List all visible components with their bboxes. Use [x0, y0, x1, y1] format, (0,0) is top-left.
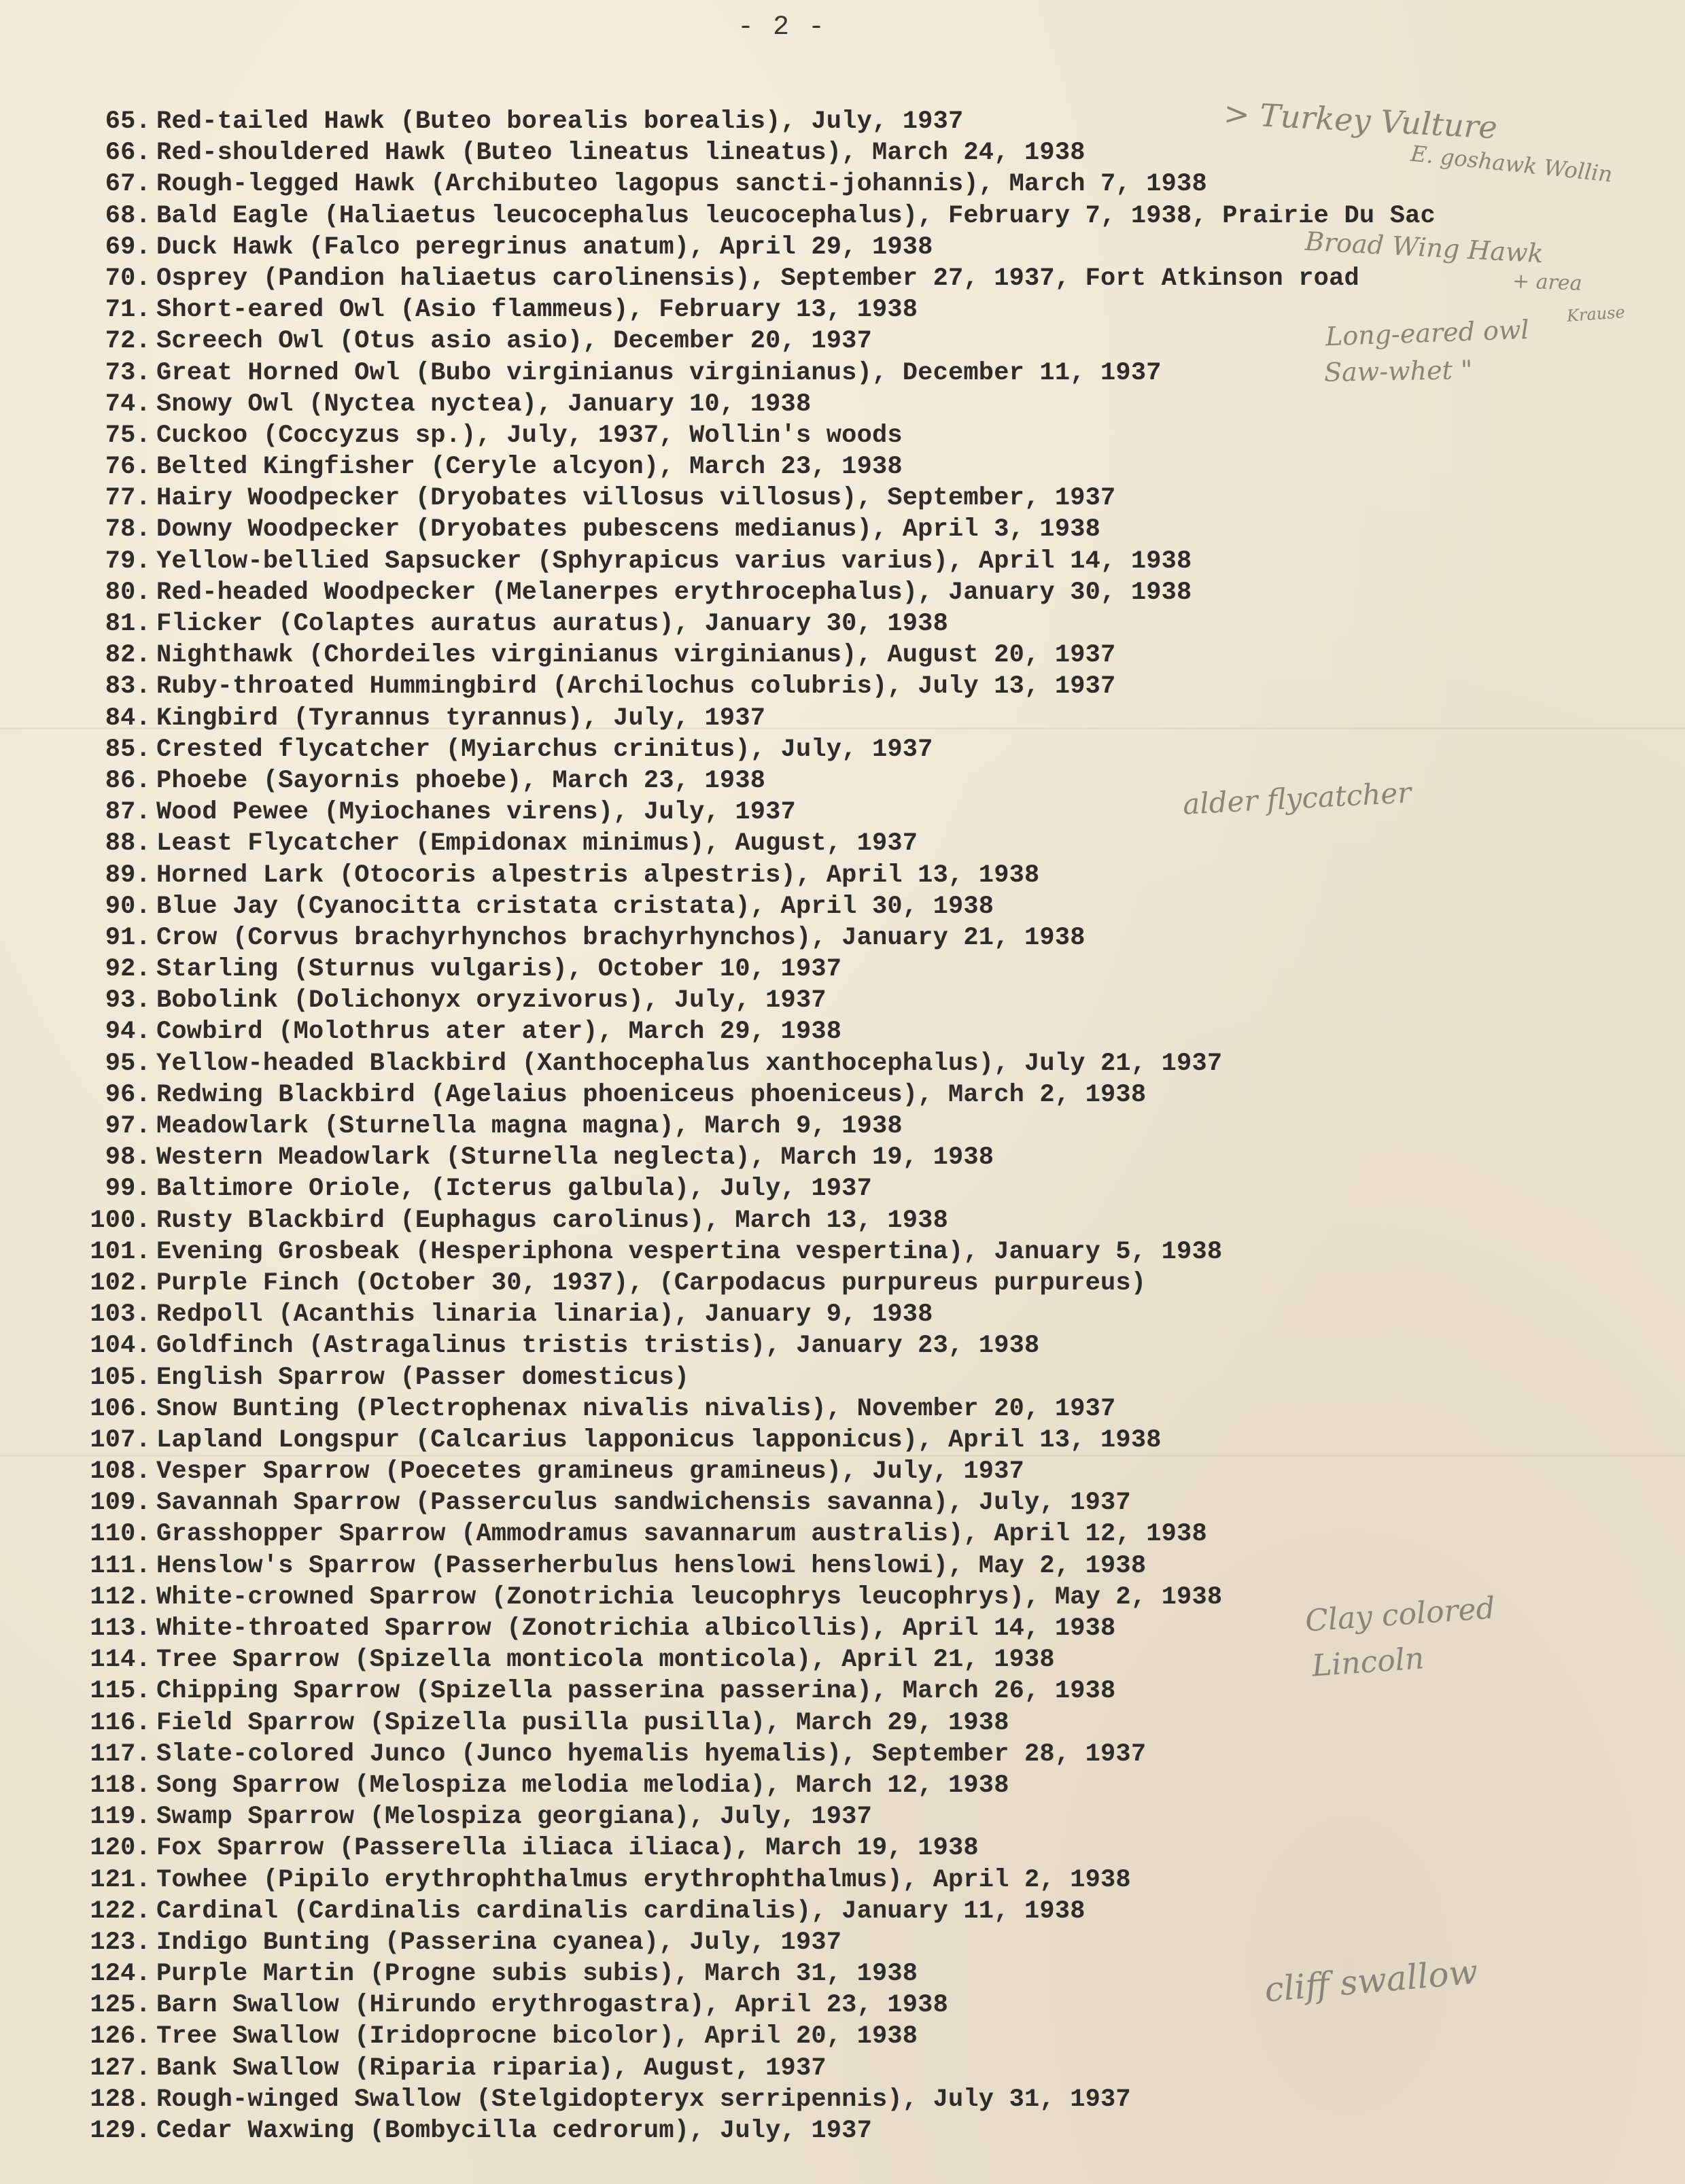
entry-number: 67. — [105, 170, 151, 199]
list-item — [68, 420, 1436, 451]
entry-number: 127. — [90, 2053, 151, 2083]
entry-number: 110. — [90, 1520, 151, 1549]
list-item — [68, 1299, 1436, 1330]
list-item — [68, 734, 1436, 765]
note-cliff-swallow: cliff swallow — [1263, 1952, 1480, 2010]
note-turkey-vulture: > Turkey Vulture — [1222, 94, 1499, 146]
entry-text: Cowbird (Molothrus ater ater), March 29, 1938 — [156, 1018, 842, 1047]
entry-number: 73. — [105, 358, 151, 387]
entry-number: 71. — [105, 296, 151, 325]
entry-number: 125. — [90, 1991, 151, 2020]
entry-text: Short-eared Owl (Asio flammeus), February 13, 1938 — [156, 296, 918, 325]
list-item — [68, 891, 1436, 922]
note-broad-wing-hawk: Broad Wing Hawk — [1304, 226, 1544, 269]
note-alder-flycatcher: alder flycatcher — [1181, 776, 1412, 821]
list-item — [68, 1582, 1436, 1613]
entry-text: Rusty Blackbird (Euphagus carolinus), March 13, 1938 — [156, 1206, 948, 1235]
entry-text: Vesper Sparrow (Poecetes gramineus gramineus), July, 1937 — [156, 1457, 1025, 1487]
list-item — [68, 671, 1436, 702]
list-item — [68, 1770, 1436, 1801]
list-item — [68, 1111, 1436, 1142]
entry-text: Swamp Sparrow (Melospiza georgiana), July, 1937 — [156, 1803, 872, 1832]
entry-text: Screech Owl (Otus asio asio), December 20, 1937 — [156, 327, 872, 356]
entry-text: Song Sparrow (Melospiza melodia melodia), March 12, 1938 — [156, 1771, 1009, 1800]
entry-text: Rough-legged Hawk (Archibuteo lagopus sancti-johannis), March 7, 1938 — [156, 170, 1207, 199]
entry-text: Blue Jay (Cyanocitta cristata cristata), April 30, 1938 — [156, 892, 994, 921]
list-item — [68, 1865, 1436, 1896]
entry-number: 99. — [105, 1175, 151, 1204]
entry-text: Fox Sparrow (Passerella iliaca iliaca), March 19, 1938 — [156, 1834, 979, 1863]
entry-text: Phoebe (Sayornis phoebe), March 23, 1938 — [156, 766, 766, 795]
entry-text: Kingbird (Tyrannus tyrannus), July, 1937 — [156, 704, 766, 733]
entry-number: 94. — [105, 1018, 151, 1047]
list-item — [68, 1079, 1436, 1111]
entry-text: White-throated Sparrow (Zonotrichia albicollis), April 14, 1938 — [156, 1614, 1116, 1643]
list-item — [68, 2115, 1436, 2147]
note-clay-colored: Clay colored — [1304, 1591, 1497, 1639]
list-item — [68, 169, 1436, 200]
list-item — [68, 1519, 1436, 1550]
entry-number: 106. — [90, 1394, 151, 1423]
entry-number: 112. — [90, 1582, 151, 1612]
entry-number: 72. — [105, 327, 151, 356]
entry-text: Yellow-headed Blackbird (Xanthocephalus xanthocephalus), July 21, 1937 — [156, 1049, 1223, 1078]
list-item — [68, 1456, 1436, 1487]
list-item — [68, 1236, 1436, 1268]
entry-number: 66. — [105, 139, 151, 168]
note-broad-wing-area: + area — [1512, 269, 1583, 296]
list-item — [68, 1048, 1436, 1079]
entry-text: Cuckoo (Coccyzus sp.), July, 1937, Wollin's woods — [156, 421, 903, 450]
entry-text: Cedar Waxwing (Bombycilla cedrorum), July, 1937 — [156, 2117, 872, 2145]
entry-text: Crested flycatcher (Myiarchus crinitus), July, 1937 — [156, 735, 933, 764]
entry-text: Goldfinch (Astragalinus tristis tristis), January 23, 1938 — [156, 1332, 1040, 1361]
entry-text: Flicker (Colaptes auratus auratus), January 30, 1938 — [156, 610, 948, 638]
entry-text: Osprey (Pandion haliaetus carolinensis), September 27, 1937, Fort Atkinson road — [156, 264, 1359, 293]
note-long-eared-owl: Long-eared owl — [1325, 314, 1530, 352]
list-item — [68, 860, 1436, 891]
list-item — [68, 2021, 1436, 2052]
entry-text: Redpoll (Acanthis linaria linaria), January 9, 1938 — [156, 1300, 933, 1330]
entry-number: 79. — [105, 547, 151, 576]
entry-number: 114. — [90, 1646, 151, 1675]
entry-number: 109. — [90, 1489, 151, 1518]
list-item — [68, 2084, 1436, 2115]
entry-number: 90. — [105, 892, 151, 921]
entry-number: 104. — [90, 1332, 151, 1361]
entry-text: Starling (Sturnus vulgaris), October 10, 1937 — [156, 955, 842, 984]
entry-number: 86. — [105, 766, 151, 795]
entry-number: 119. — [90, 1803, 151, 1832]
list-item — [68, 922, 1436, 954]
entry-text: Horned Lark (Otocoris alpestris alpestris), April 13, 1938 — [156, 861, 1040, 890]
list-item — [68, 232, 1436, 263]
entry-number: 83. — [105, 672, 151, 701]
entry-text: Bank Swallow (Riparia riparia), August, 1937 — [156, 2053, 827, 2083]
list-item — [68, 1205, 1436, 1236]
entry-number: 128. — [90, 2085, 151, 2114]
list-item — [68, 137, 1436, 169]
list-item — [68, 1990, 1436, 2021]
entry-number: 74. — [105, 389, 151, 419]
entry-text: Nighthawk (Chordeiles virginianus virginianus), August 20, 1937 — [156, 641, 1116, 670]
entry-number: 122. — [90, 1896, 151, 1926]
entry-number: 121. — [90, 1865, 151, 1894]
entry-text: Meadowlark (Sturnella magna magna), March 9, 1938 — [156, 1112, 903, 1141]
entry-text: Purple Martin (Progne subis subis), March 31, 1938 — [156, 1960, 918, 1989]
entry-text: Snowy Owl (Nyctea nyctea), January 10, 1938 — [156, 389, 812, 419]
entry-number: 82. — [105, 641, 151, 670]
entry-number: 87. — [105, 798, 151, 827]
entry-text: Grasshopper Sparrow (Ammodramus savannarum australis), April 12, 1938 — [156, 1520, 1207, 1549]
entry-number: 116. — [90, 1708, 151, 1737]
list-item — [68, 1833, 1436, 1864]
list-item — [68, 577, 1436, 608]
entry-number: 115. — [90, 1677, 151, 1706]
entry-number: 117. — [90, 1739, 151, 1769]
note-long-eared-krause: Krause — [1566, 302, 1626, 326]
list-item — [68, 1927, 1436, 1958]
entry-text: Belted Kingfisher (Ceryle alcyon), March 23, 1938 — [156, 453, 903, 482]
entry-number: 88. — [105, 829, 151, 859]
entry-number: 102. — [90, 1268, 151, 1298]
entry-number: 93. — [105, 986, 151, 1016]
entry-number: 69. — [105, 232, 151, 262]
entry-text: Great Horned Owl (Bubo virginianus virginianus), December 11, 1937 — [156, 358, 1162, 387]
entry-text: Tree Swallow (Iridoprocne bicolor), April 20, 1938 — [156, 2022, 918, 2051]
list-item — [68, 1487, 1436, 1519]
entry-number: 85. — [105, 735, 151, 764]
entry-number: 103. — [90, 1300, 151, 1330]
entry-text: Towhee (Pipilo erythrophthalmus erythrophthalmus), April 2, 1938 — [156, 1865, 1131, 1894]
list-item — [68, 1644, 1436, 1676]
entry-number: 78. — [105, 515, 151, 544]
list-item — [68, 608, 1436, 640]
entry-text: Redwing Blackbird (Agelaius phoeniceus phoeniceus), March 2, 1938 — [156, 1080, 1147, 1109]
list-item — [68, 1676, 1436, 1707]
entry-number: 76. — [105, 453, 151, 482]
list-item — [68, 451, 1436, 483]
list-item — [68, 263, 1436, 294]
entry-text: Baltimore Oriole, (Icterus galbula), July, 1937 — [156, 1175, 872, 1204]
list-item — [68, 1268, 1436, 1299]
entry-text: Downy Woodpecker (Dryobates pubescens medianus), April 3, 1938 — [156, 515, 1101, 544]
entry-text: Red-shouldered Hawk (Buteo lineatus lineatus), March 24, 1938 — [156, 139, 1085, 168]
entry-number: 118. — [90, 1771, 151, 1800]
entry-text: Bobolink (Dolichonyx oryzivorus), July, 1937 — [156, 986, 827, 1016]
list-item — [68, 1550, 1436, 1582]
list-item — [68, 1393, 1436, 1425]
list-item — [68, 1708, 1436, 1739]
entry-text: Wood Pewee (Myiochanes virens), July, 1937 — [156, 798, 796, 827]
list-item — [68, 954, 1436, 985]
list-item — [68, 1173, 1436, 1204]
entry-number: 120. — [90, 1834, 151, 1863]
entry-text: Red-headed Woodpecker (Melanerpes erythrocephalus), January 30, 1938 — [156, 578, 1192, 607]
list-item — [68, 1016, 1436, 1047]
entry-number: 124. — [90, 1960, 151, 1989]
entry-text: Rough-winged Swallow (Stelgidopteryx serripennis), July 31, 1937 — [156, 2085, 1131, 2114]
entry-number: 91. — [105, 923, 151, 952]
entry-number: 108. — [90, 1457, 151, 1487]
entry-text: Purple Finch (October 30, 1937), (Carpodacus purpureus purpureus) — [156, 1268, 1147, 1298]
list-item — [68, 1801, 1436, 1833]
entry-text: Ruby-throated Hummingbird (Archilochus colubris), July 13, 1937 — [156, 672, 1116, 701]
entry-number: 92. — [105, 955, 151, 984]
entry-text: Red-tailed Hawk (Buteo borealis borealis), July, 1937 — [156, 107, 964, 136]
entry-number: 70. — [105, 264, 151, 293]
list-item — [68, 703, 1436, 734]
list-item — [68, 483, 1436, 514]
entry-number: 97. — [105, 1112, 151, 1141]
entry-text: Henslow's Sparrow (Passerherbulus henslowi henslowi), May 2, 1938 — [156, 1551, 1147, 1580]
list-item — [68, 326, 1436, 357]
list-item — [68, 1958, 1436, 1990]
entry-text: Barn Swallow (Hirundo erythrogastra), April 23, 1938 — [156, 1991, 948, 2020]
list-item — [68, 985, 1436, 1016]
entry-number: 111. — [90, 1551, 151, 1580]
entry-text: Hairy Woodpecker (Dryobates villosus villosus), September, 1937 — [156, 484, 1116, 513]
bird-list — [68, 106, 1436, 2147]
entry-text: Slate-colored Junco (Junco hyemalis hyemalis), September 28, 1937 — [156, 1739, 1147, 1769]
note-lincoln: Lincoln — [1310, 1641, 1425, 1684]
entry-number: 89. — [105, 861, 151, 890]
entry-text: White-crowned Sparrow (Zonotrichia leucophrys leucophrys), May 2, 1938 — [156, 1582, 1223, 1612]
entry-text: English Sparrow (Passer domesticus) — [156, 1363, 690, 1392]
entry-text: Tree Sparrow (Spizella monticola monticola), April 21, 1938 — [156, 1646, 1055, 1675]
list-item — [68, 1142, 1436, 1173]
list-item — [68, 828, 1436, 859]
entry-number: 129. — [90, 2117, 151, 2145]
entry-text: Indigo Bunting (Passerina cyanea), July, 1937 — [156, 1928, 842, 1957]
list-item — [68, 1425, 1436, 1456]
entry-number: 126. — [90, 2022, 151, 2051]
list-item — [68, 294, 1436, 326]
note-goshawk: E. goshawk Wollin — [1409, 140, 1614, 188]
entry-number: 95. — [105, 1049, 151, 1078]
entry-text: Bald Eagle (Haliaetus leucocephalus leucocephalus), February 7, 1938, Prairie Du Sac — [156, 201, 1436, 230]
entry-text: Chipping Sparrow (Spizella passerina passerina), March 26, 1938 — [156, 1677, 1116, 1706]
entry-number: 81. — [105, 610, 151, 638]
list-item — [68, 546, 1436, 577]
entry-text: Western Meadowlark (Sturnella neglecta), March 19, 1938 — [156, 1143, 994, 1173]
entry-number: 68. — [105, 201, 151, 230]
list-item — [68, 358, 1436, 389]
entry-text: Savannah Sparrow (Passerculus sandwichensis savanna), July, 1937 — [156, 1489, 1131, 1518]
entry-number: 96. — [105, 1080, 151, 1109]
entry-number: 105. — [90, 1363, 151, 1392]
entry-text: Yellow-bellied Sapsucker (Sphyrapicus varius varius), April 14, 1938 — [156, 547, 1192, 576]
entry-text: Cardinal (Cardinalis cardinalis cardinalis), January 11, 1938 — [156, 1896, 1085, 1926]
entry-number: 77. — [105, 484, 151, 513]
entry-text: Duck Hawk (Falco peregrinus anatum), April 29, 1938 — [156, 232, 933, 262]
list-item — [68, 1362, 1436, 1393]
list-item — [68, 640, 1436, 671]
list-item — [68, 1739, 1436, 1770]
list-item — [68, 389, 1436, 420]
entry-text: Lapland Longspur (Calcarius lapponicus lapponicus), April 13, 1938 — [156, 1425, 1162, 1455]
entry-number: 75. — [105, 421, 151, 450]
entry-number: 123. — [90, 1928, 151, 1957]
entry-number: 113. — [90, 1614, 151, 1643]
entry-text: Snow Bunting (Plectrophenax nivalis nivalis), November 20, 1937 — [156, 1394, 1116, 1423]
entry-number: 84. — [105, 704, 151, 733]
entry-number: 100. — [90, 1206, 151, 1235]
entry-text: Evening Grosbeak (Hesperiphona vespertina vespertina), January 5, 1938 — [156, 1237, 1223, 1266]
entry-number: 80. — [105, 578, 151, 607]
list-item — [68, 1896, 1436, 1927]
note-saw-whet: Saw-whet " — [1323, 355, 1473, 387]
entry-number: 107. — [90, 1425, 151, 1455]
list-item — [68, 201, 1436, 232]
entry-number: 65. — [105, 107, 151, 136]
list-item — [68, 2053, 1436, 2084]
entry-text: Least Flycatcher (Empidonax minimus), August, 1937 — [156, 829, 918, 859]
entry-number: 101. — [90, 1237, 151, 1266]
list-item — [68, 1613, 1436, 1644]
page-number: - 2 - — [737, 12, 827, 43]
list-item — [68, 1330, 1436, 1362]
entry-text: Field Sparrow (Spizella pusilla pusilla), March 29, 1938 — [156, 1708, 1009, 1737]
entry-text: Crow (Corvus brachyrhynchos brachyrhynchos), January 21, 1938 — [156, 923, 1085, 952]
entry-number: 98. — [105, 1143, 151, 1173]
list-item — [68, 514, 1436, 545]
